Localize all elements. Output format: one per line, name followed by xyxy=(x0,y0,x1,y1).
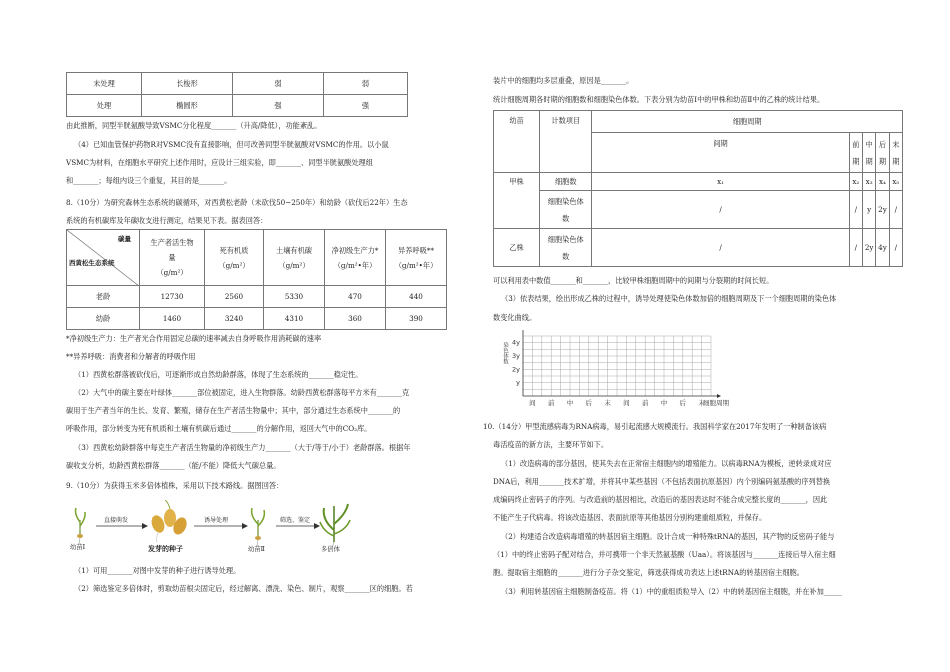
top-table xyxy=(66,72,408,117)
q9-compare: 可以利用表中数值_______和_______，比较甲株细胞周期中的间期与分裂期的时间长短。 xyxy=(493,276,774,285)
table-cell: 处理 xyxy=(67,95,142,117)
arrow-three-label: 筛选、鉴定 xyxy=(280,517,311,524)
table-cell: 5330 xyxy=(264,286,325,308)
seeds-label: 发芽的种子 xyxy=(148,544,183,553)
x-axis-title: 细胞周期 xyxy=(703,399,729,407)
x-tick-label: 末 xyxy=(604,399,611,407)
header-cell xyxy=(325,230,386,286)
header-line: （g/m²） xyxy=(156,268,188,277)
table-row xyxy=(494,173,903,191)
header-cell: 幼苗 xyxy=(494,111,540,173)
q9-intro: 9.（10分）为获得玉米多倍体植株，采用以下技术路线。据图回答： xyxy=(66,481,284,490)
header-cell xyxy=(889,133,902,173)
table-cell: / xyxy=(889,229,902,267)
diagonal-header-cell xyxy=(67,230,140,286)
y-tick-label: 3y xyxy=(512,352,520,360)
x-tick-label: 后 xyxy=(585,399,593,407)
table-cell: 2y xyxy=(862,229,875,267)
q10-part1-line4: 不能产生子代病毒。将该改造基因、表面抗原等其他基因分别构建重组质粒，并保存。 xyxy=(493,513,767,522)
table-cell: 4310 xyxy=(264,308,325,330)
q8-intro-line1: 8.（10分）为研究森林生态系统的碳循环，对西黄松老龄（未砍伐50~250年）和幼龄（砍伐后22年）生态 xyxy=(66,198,408,207)
table-cell: y xyxy=(862,191,875,229)
table-cell: 3240 xyxy=(205,308,264,330)
q8-part1: （1）西黄松群落被砍伐后，可逐渐形成自然幼龄群落，体现了生态系统的_______稳定性。 xyxy=(74,370,363,379)
y-axis-title: 染色体数 xyxy=(502,342,508,364)
table-cell: 强 xyxy=(233,95,324,117)
header-line: （g/m²•年） xyxy=(394,260,438,270)
seedling-one-icon xyxy=(76,508,86,544)
chromosome-chart xyxy=(501,330,731,412)
table-cell: 未处理 xyxy=(67,73,142,95)
q7-part4-line3: 和_______；每组内设三个重复，其目的是_______。 xyxy=(66,176,232,185)
table-cell: / xyxy=(592,229,849,267)
table-header-row xyxy=(67,230,447,286)
table-cell: 470 xyxy=(325,286,386,308)
table-row xyxy=(67,286,447,308)
q10-part2-line1: （2）构建适合改造病毒增殖的转基因宿主细胞。设计合成一种特殊tRNA的基因，其产物的反密码子能与 xyxy=(501,532,835,541)
x-tick-label: 前 xyxy=(641,399,649,407)
header-line: （g/m²•年） xyxy=(333,260,377,270)
table-cell: / xyxy=(889,191,902,229)
x-tick-label: 间 xyxy=(623,399,630,407)
cell-text: 细胞染色体数 xyxy=(547,196,584,223)
table-row xyxy=(494,229,903,267)
table-cell xyxy=(540,229,592,267)
header-cell xyxy=(849,133,862,173)
x-tick-label: 后 xyxy=(679,399,687,407)
seedling-one-label: 幼苗Ⅰ xyxy=(70,544,86,551)
q10-part2-line2: （1）中的终止密码子配对结合，并可携带一个非天然氨基酸（Uaa）。将该基因与_______连接后导入宿主细 xyxy=(493,550,836,559)
y-tick-label: 2y xyxy=(512,365,520,374)
header-line: 死有机质 xyxy=(219,245,249,255)
table-cell xyxy=(540,191,592,229)
q9-part2: （2）筛选鉴定多倍体时，剪取幼苗根尖固定后，经过解离、漂洗、染色、制片，观察_______区的细胞。若 xyxy=(74,584,413,593)
seedling-two-label: 幼苗Ⅱ xyxy=(248,546,265,553)
table-cell: 弱 xyxy=(324,73,408,95)
seeds-icon xyxy=(149,500,189,542)
header-cell xyxy=(205,230,264,286)
table-cell: 椭圆形 xyxy=(142,95,233,117)
q8-note2: **异养呼吸：消费者和分解者的呼吸作用 xyxy=(66,352,196,361)
arrow-one-label: 直接萌发 xyxy=(104,517,129,524)
q9-figure xyxy=(66,500,366,562)
q8-part3-line2: 碳收支分析，幼龄西黄松群落_______（能/不能）降低大气碳总量。 xyxy=(66,461,281,470)
table-cell: 强 xyxy=(324,95,408,117)
table-cell: 1460 xyxy=(140,308,205,330)
q10-part2-line3: 胞。提取宿主细胞的_______进行分子杂交鉴定，筛选获得成功表达上述tRNA的转基因宿主细胞。 xyxy=(493,568,804,577)
y-tick-label: 4y xyxy=(512,338,520,347)
x-tick-label: 间 xyxy=(529,399,536,407)
header-line: 生产者活生物 xyxy=(150,238,194,247)
polyploid-plant-icon xyxy=(320,504,350,548)
q10-intro-line1: 10.（14分）甲型流感病毒为RNA病毒，易引起流感大规模流行。我国科学家在2017年发明了一种制备该病 xyxy=(483,422,827,431)
q10-intro-line2: 毒活疫苗的新方法，主要环节如下。 xyxy=(493,440,609,449)
y-tick-label: y xyxy=(516,378,520,387)
header-cell xyxy=(862,133,875,173)
q8-part2-line1: （2）大气中的碳主要在叶绿体_______部位被固定，进入生物群落。幼龄西黄松群落每平方米有_______克 xyxy=(74,388,410,397)
q8-part2-line2: 碳用于生产者当年的生长、发育、繁殖，储存在生产者活生物量中；其中，部分通过生态系统中_______的 xyxy=(66,406,401,415)
table-row xyxy=(494,191,903,229)
row-label: 老龄 xyxy=(67,286,140,308)
table-cell: / xyxy=(849,229,862,267)
polyploid-label: 多倍体 xyxy=(321,546,340,553)
q8-intro-line2: 系统的有机碳库及年碳收支进行测定，结果见下表。据表回答： xyxy=(66,216,268,225)
table-row xyxy=(67,308,447,330)
x-axis-arrow xyxy=(717,394,721,398)
table-cell: 长梭形 xyxy=(142,73,233,95)
header-line: （g/m²） xyxy=(218,260,250,270)
cell-text: 细胞染色体数 xyxy=(547,234,584,261)
phase-label: 末期 xyxy=(892,139,900,166)
header-cell xyxy=(140,230,205,286)
table-cell: 440 xyxy=(386,286,447,308)
table-cell: x₄ xyxy=(876,173,889,191)
cell-cycle-table xyxy=(493,110,903,267)
q10-part1-line2: DNA后，利用_______技术扩增，并将其中某些基因（不包括表面抗原基因）内个别编码氨基酸的序列替换 xyxy=(493,477,831,486)
x-tick-label: 前 xyxy=(547,399,555,407)
table-header-row xyxy=(494,111,903,133)
q9-part3-line1: （3）依表结果，绘出形成乙株的过程中，诱导处理使染色体数加倍的细胞周期及下一个细胞周期的染色体 xyxy=(501,294,837,303)
table-cell: 弱 xyxy=(233,73,324,95)
seedling-two-icon xyxy=(252,508,265,546)
table-cell: / xyxy=(592,191,849,229)
table-cell: x₁ xyxy=(592,173,849,191)
table-cell: 2y xyxy=(876,191,889,229)
table-cell: 细胞数 xyxy=(540,173,592,191)
header-line: 土壤有机碳 xyxy=(276,245,312,255)
table-cell: 12730 xyxy=(140,286,205,308)
q9-part3-line2: 数变化曲线。 xyxy=(493,313,537,322)
arrow-two-label: 诱导处理 xyxy=(204,517,229,524)
arrow-two-head xyxy=(242,523,248,529)
q10-part1-line3: 成编码终止密码子的序列。与改造前的基因相比，改造后的基因表达时不能合成完整长度的_______，因此 xyxy=(493,495,828,504)
arrow-one-head xyxy=(142,523,148,529)
q10-part3-line1: （3）利用转基因宿主细胞制备疫苗。将（1）中的重组质粒导入（2）中的转基因宿主细胞，并在补加_____ xyxy=(501,587,842,596)
header-cell xyxy=(876,133,889,173)
phase-label: 中期 xyxy=(865,139,873,166)
phase-label: 前期 xyxy=(852,139,860,166)
diagonal-bottom-label: 西黄松生态系统 xyxy=(69,259,115,267)
table-cell: 360 xyxy=(325,308,386,330)
table-row xyxy=(67,95,408,117)
header-cell xyxy=(264,230,325,286)
header-cell: 间期 xyxy=(592,133,849,173)
table-cell: 390 xyxy=(386,308,447,330)
q9-part1: （1）可用_______对图中发芽的种子进行诱导处理。 xyxy=(74,566,241,575)
phase-label: 后期 xyxy=(878,139,887,166)
header-cell: 计数项目 xyxy=(540,111,592,173)
table-cell: 2560 xyxy=(205,286,264,308)
q10-part1-line1: （1）改造病毒的部分基因，使其失去在正常宿主细胞内的增殖能力。以病毒RNA为模板，逆转录成对应 xyxy=(501,459,832,468)
row-label: 幼龄 xyxy=(67,308,140,330)
q7-conclusion: 由此推断，同型半胱氨酸导致VSMC分化程度_______（升高/降低），功能紊乱。 xyxy=(66,121,322,130)
x-tick-label: 中 xyxy=(660,399,668,407)
header-line: 异养呼吸** xyxy=(398,245,434,255)
q9-part2-cont: 装片中的细胞均多层重叠，原因是_______。 xyxy=(493,76,634,85)
header-line: （g/m²） xyxy=(278,260,310,270)
q8-part2-line3: 呼吸作用，部分转变为死有机质和土壤有机碳后通过_______的分解作用，返回大气中的CO₂库。 xyxy=(66,424,372,433)
q8-note1: *净初级生产力：生产者光合作用固定总碳的速率减去自身呼吸作用消耗碳的速率 xyxy=(66,334,322,343)
x-tick-label: 末 xyxy=(698,399,705,407)
table-cell: 4y xyxy=(876,229,889,267)
table-cell: x₃ xyxy=(862,173,875,191)
row-label: 甲株 xyxy=(494,173,540,229)
table-cell: x₂ xyxy=(849,173,862,191)
q7-part4-line1: （4）已知血管保护药物R对VSMC没有直接影响，但可改善同型半胱氨酸对VSMC的作用。以小鼠 xyxy=(74,140,389,149)
header-line: 净初级生产力* xyxy=(331,245,379,255)
table-cell: / xyxy=(849,191,862,229)
carbon-table xyxy=(66,229,447,330)
table-cell: x₅ xyxy=(889,173,902,191)
q9-table-intro: 统计细胞周期各时期的细胞数和细胞染色体数。下表分别为幼苗Ⅰ中的甲株和幼苗Ⅱ中的乙株的统计结果。 xyxy=(493,95,825,104)
q8-part3-line1: （3）西黄松幼龄群落中每克生产者活生物量的净初级生产力_______（大于/等于/小于）老龄群落。根据年 xyxy=(74,443,411,452)
x-tick-label: 中 xyxy=(566,399,574,407)
header-cell xyxy=(386,230,447,286)
header-line: 量 xyxy=(168,253,176,262)
header-cell: 细胞周期 xyxy=(592,111,903,133)
q7-part4-line2: VSMC为材料，在细胞水平研究上述作用时，应设计三组实验，即_______、同型半胱氨酸处理组 xyxy=(66,158,373,167)
table-row xyxy=(67,73,408,95)
row-label: 乙株 xyxy=(494,229,540,267)
diagonal-top-label: 碳量 xyxy=(118,235,131,243)
arrow-three-head xyxy=(314,523,320,529)
